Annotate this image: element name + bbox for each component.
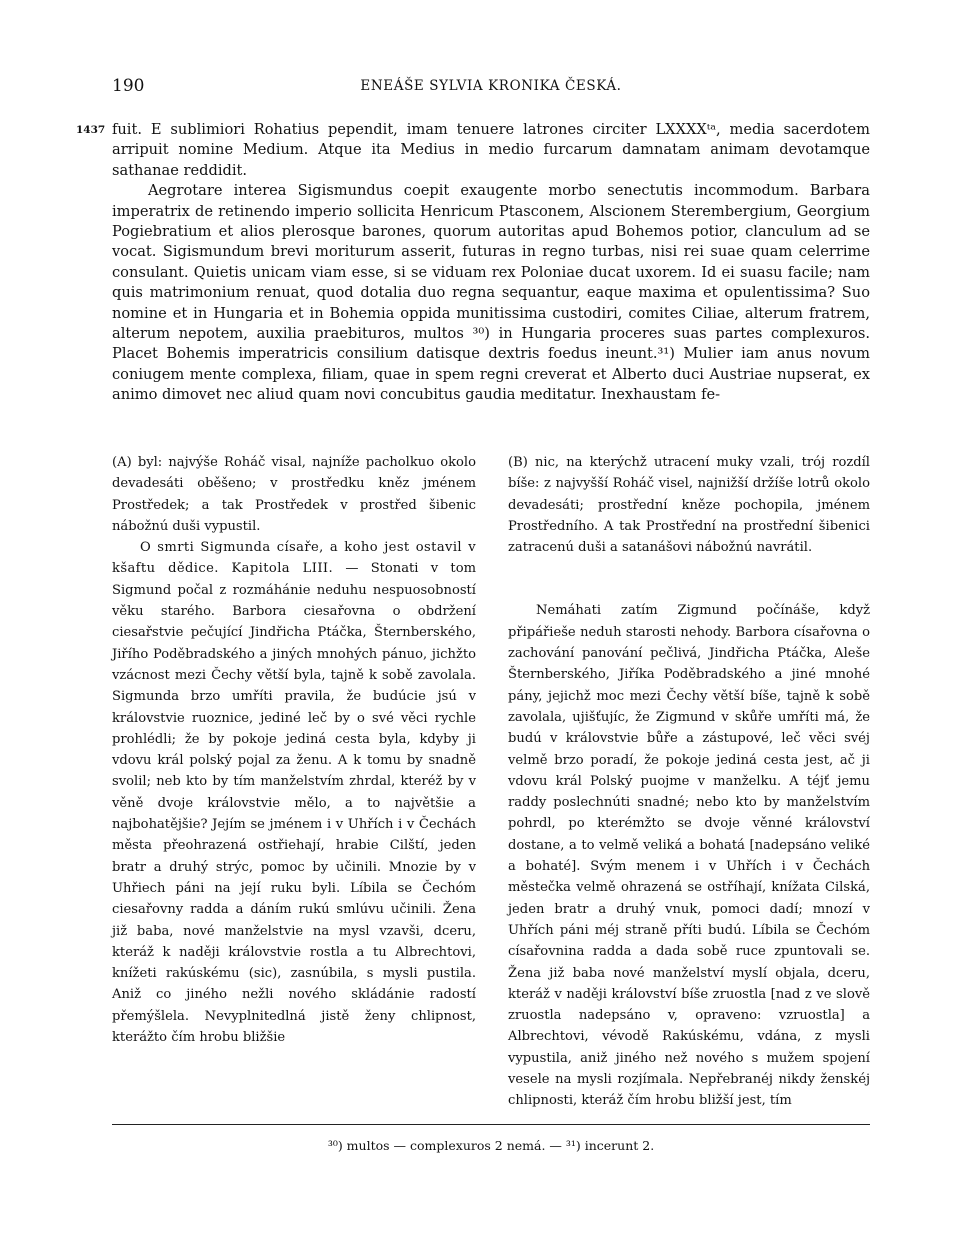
latin-paragraph: fuit. E sublimiori Rohatius pependit, imam tenuere latrones circiter LXXXXᵗᵃ, media sacerdotem arripuit nomine Medium. Atque ita Medius in medio furcarum damnatam animam devotamque sathanae reddidit. — [112, 121, 870, 179]
footnote: ³⁰) multos — complexuros 2 nemá. — ³¹) incerunt 2. — [327, 1138, 655, 1153]
column-a-text: — Stonati v tom Sigmund počal z rozmáhánie neduhu nespuosobností věku starého. Barbora ciesařovna o obdržení ciesařstvie pečující Jindřicha Ptáčka, Šternberského, Jiřího Poděbradského a jiných mnohých pánuo, jichžto vzácnost mezi Čechy větší byla, tajně k sobě zavolala. Sigmunda brzo umříti pravila, že budúcie jsú v královstvie ruoznice, jediné leč by o své věci rychle prohlédli; že by pokoje jediná cesta byla, kdyby ji vdovu král polský pojal za ženu. A k tomu by snadně svolil; neb kto by tím manželstvím zhrdal, kteréž by v věně dvoje královstvie mělo, a to najvětšie a najbohatějšie? Jejím se jménem i v Uhřích i v Čechách města přeohrazená ostřiehají, hrabie Cilští, jeden bratr a druhý strýc, pomoc by učinili. Mnozie by v Uhřiech páni na její ruku byli. Líbila se Čechóm ciesařovny radda a dáním rukú smlúvu učinili. Žena již baba, nové manželstvie na mysl vzavši, dceru, kteráž k naději královstvie rostla a tu Albrechtovi, knížeti rakúskému (sic), zasnúbila, s mysli pustila. Aniž co jiného nežli nového skládánie radostí přemýšlela. Nevyplnitedlná jistě ženy chlipnost, kterážto čím hrobu bližšie — [112, 561, 476, 1046]
column-a-paragraph — [112, 537, 476, 1048]
column-b-paragraph: (B) nic, na kterýchž utracení muky vzali, trój rozdíl bíše: z najvyšší Roháč visel, najnižší držíše lotrů okolo devadesáti; prostřední kněze pochopila, jménem Prostředního. A tak Prostřední na prostřední šibenici zatracenú duši a satanášovi nábožnú navrátil. — [508, 455, 870, 556]
chapter-title: O smrti Sigmunda císaře, a koho jest ostavil v kšaftu dědice. Kapitola LIII. — [112, 540, 476, 577]
column-b — [508, 452, 870, 1112]
column-a-paragraph: (A) byl: najvýše Roháč visal, najníže pacholkuo okolo devadesáti oběšeno; v prostředku kněz jménem Prostředek; a tak Prostředek v prostřed šibenic nábožnú duši vypustil. — [112, 455, 476, 534]
column-b-paragraph: Nemáhati zatím Zigmund počínáše, když připářieše neduh starosti nehody. Barbora císařovna o zachování panování pečlivá, Jindřicha Ptáčka, Aleše Šternberského, Jiříka Poděbradského a jiné mnohé pány, jejichž moc mezi Čechy větší bíše, tajně k sobě zavolala, ujišťujíc, že Zigmund v skůře umříti má, že budú v královstvie bůře a zástupové, leč věci svéj velmě brzo poradí, že pokoje jediná cesta jest, ač ji vdovu král Polský puojme v manželku. A téjť jemu raddy poslechnúti snadné; nebo kto by manželstvím pohrdl, po kterémžto se dvoje věnné království dostane, a to velmě veliká a bohatá [nadepsáno veliké a bohaté]. Svým menem i v Uhřích i v Čechách městečka velmě ohrazená se ostříhají, knížata Cilská, jeden bratr a druhý vnuk, pomoci dadí; mnozí v Uhřích páni méj straně příti budú. Líbila se Čechóm císařovnina radda a dada sobě ruce zpuntovali se. Žena již baba nové manželství myslí objala, dceru, kteráž v naději království bíše zruostla [nad z ve slově zruostla nadepsáno v, opraveno: vzruostla] a Albrechtovi, vévodě Rakúskému, vdána, z mysli vypustila, aniž jiného než nového s mužem spojení vesele na mysli rozjímala. Nepřebranéj nikdy ženskéj chlipnosti, kteráž čím hrobu bližší jest, tím — [508, 603, 870, 1109]
margin-year: 1437 — [76, 124, 106, 136]
running-title: ENEÁŠE SYLVIA KRONIKA ČESKÁ. — [360, 78, 622, 94]
page-header — [112, 76, 870, 100]
latin-paragraph: Aegrotare interea Sigismundus coepit exaugente morbo senectutis incommodum. Barbara imperatrix de retinendo imperio sollicita Henricum Ptasconem, Alscionem Sterembergium, Georgium Pogiebratium et alios plerosque barones, quorum autoritas apud Bohemos potior, clanculum ad se vocat. Sigismundum brevi moriturum asserit, futuras in regno turbas, nisi rei suae quam celerrime consulant. Quietis unicam viam esse, si se viduam rex Poloniae ducat uxorem. Id ei suasu facile; nam quis matrimonium renuat, quod dotalia duo regna sequantur, eaque maxima et opulentissima? Suo nomine et in Hungaria et in Bohemia oppida munitissima custodiri, comites Ciliae, alterum fratrem, alterum nepotem, auxilia praebituros, multos ³⁰) in Hungaria proceres suas partes complexuros. Placet Bohemis imperatricis consilium datisque dextris foedus ineunt.³¹) Mulier iam anus novum coniugem mente complexa, filiam, quae in spem regni creverat et Alberto duci Austriae nupserat, ex animo dimovet nec aliud quam novi concubitus gaudia meditatur. Inexhaustam fe- — [112, 182, 870, 404]
column-a — [112, 452, 476, 1048]
footnote-divider — [112, 1124, 870, 1125]
latin-text — [112, 120, 870, 406]
page-number: 190 — [112, 76, 145, 96]
